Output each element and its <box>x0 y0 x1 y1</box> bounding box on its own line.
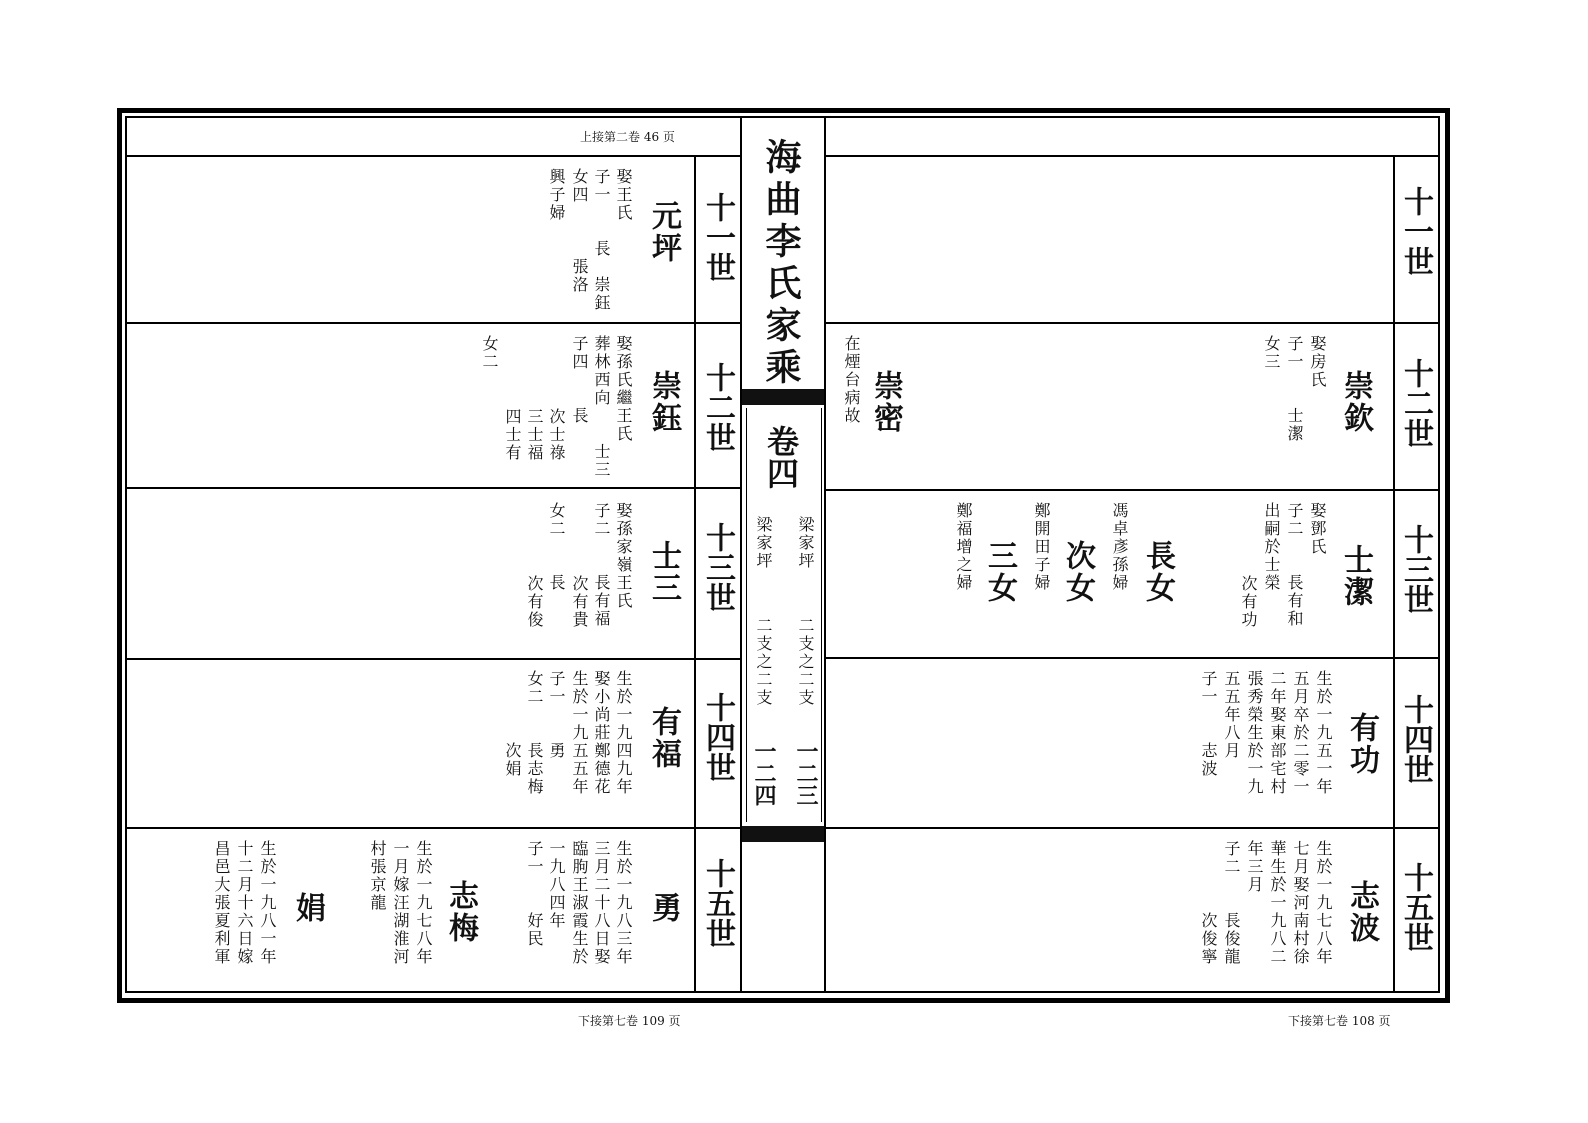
entry-text: 娶小尚莊鄭德花 <box>592 670 611 796</box>
person-name: 娟 <box>290 892 325 924</box>
entry-text: 子一 長 崇鈺 <box>592 168 611 312</box>
entry-text: 生於一九四九年 <box>614 670 633 796</box>
entry-text: 次俊寧 <box>1199 912 1218 966</box>
spine-band-top <box>742 389 824 405</box>
gen-label-left-14: 十四世 <box>700 692 735 782</box>
right-row-line <box>826 322 1438 324</box>
spine-branch-left: 梁家坪 <box>754 516 773 570</box>
entry-text: 次娟 <box>503 742 522 778</box>
entry-text: 子四 長 <box>570 335 589 425</box>
entry-text: 一月嫁汪湖淮河 <box>391 840 410 966</box>
entry-text: 娶孫家嶺王氏 <box>614 502 633 610</box>
entry-text: 生於一九五一年 <box>1314 670 1333 796</box>
gen-label-right-12: 十二世 <box>1398 358 1433 448</box>
entry-text: 次士祿 <box>547 408 566 462</box>
spine-page-right: 一二三 <box>793 740 819 806</box>
entry-text: 子二 長有和 <box>1285 502 1304 628</box>
gen-label-right-13: 十三世 <box>1398 524 1433 614</box>
connector-bottom-right: 下接第七卷 108 页 <box>1288 1014 1391 1028</box>
left-row-line <box>127 322 740 324</box>
entry-text: 二年娶東部宅村 <box>1268 670 1287 796</box>
entry-text: 女二 長志梅 <box>525 670 544 796</box>
person-name: 士三 <box>646 540 681 604</box>
entry-text: 興子婦 <box>547 168 566 222</box>
gen-label-right-11: 十一世 <box>1398 186 1433 276</box>
person-name: 崇密 <box>868 370 903 434</box>
entry-text: 年三月 <box>1245 840 1264 894</box>
entry-text: 出嗣於士榮 <box>1262 502 1281 592</box>
person-name: 元坪 <box>646 200 681 264</box>
left-row-line <box>127 658 740 660</box>
right-row-line <box>826 657 1438 659</box>
entry-text: 在煙台病故 <box>842 335 861 425</box>
right-row-line <box>826 827 1438 829</box>
person-name: 志梅 <box>443 880 478 944</box>
spine-branch-right: 梁家坪 <box>796 516 815 570</box>
entry-text: 次有貴 <box>570 575 589 629</box>
spine-left-border <box>740 116 742 993</box>
entry-text: 生於一九七八年 <box>1314 840 1333 966</box>
entry-text: 娶王氏 <box>614 168 633 222</box>
entry-text: 生於一九七八年 <box>414 840 433 966</box>
right-gen-column-border <box>1393 155 1395 993</box>
entry-text: 三士福 <box>525 408 544 462</box>
gen-label-right-15: 十五世 <box>1398 862 1433 952</box>
entry-text: 臨朐王淑霞生於 <box>570 840 589 966</box>
entry-text: 女二 <box>480 335 499 371</box>
spine-band-bottom <box>742 826 824 842</box>
spine-title: 海曲李氏家乘 <box>760 138 802 390</box>
gen-label-right-14: 十四世 <box>1398 694 1433 784</box>
spine-right-border <box>824 116 826 993</box>
entry-text: 女四 張洛 <box>570 168 589 294</box>
right-row-line <box>826 489 1438 491</box>
entry-text: 十二月十六日嫁 <box>235 840 254 966</box>
entry-text: 娶鄧氏 <box>1308 502 1327 556</box>
person-name: 勇 <box>646 892 681 924</box>
entry-text: 子二 長俊龍 <box>1222 840 1241 966</box>
entry-text: 娶房氏 <box>1308 335 1327 389</box>
entry-text: 五五年八月 <box>1222 670 1241 760</box>
person-name: 次女 <box>1060 540 1095 604</box>
entry-text: 子一 志波 <box>1199 670 1218 778</box>
entry-text: 馮卓彥孫婦 <box>1110 502 1129 592</box>
person-name: 志波 <box>1344 880 1379 944</box>
entry-text: 子二 長有福 <box>592 502 611 628</box>
person-name: 崇欽 <box>1338 370 1373 434</box>
entry-text: 三月二十八日娶 <box>592 840 611 966</box>
entry-text: 鄭福增之婦 <box>954 502 973 592</box>
gen-label-left-12: 十二世 <box>700 362 735 452</box>
entry-text: 張秀榮生於一九 <box>1245 670 1264 796</box>
person-name: 長女 <box>1140 540 1175 604</box>
right-row-line <box>826 155 1438 157</box>
entry-text: 鄭開田子婦 <box>1032 502 1051 592</box>
gen-label-left-13: 十三世 <box>700 522 735 612</box>
entry-text: 子一 士潔 <box>1285 335 1304 443</box>
entry-text: 女三 <box>1262 335 1281 371</box>
connector-top-left: 上接第二卷 46 页 <box>580 130 675 144</box>
entry-text: 生於一九五五年 <box>570 670 589 796</box>
left-row-line <box>127 827 740 829</box>
entry-text: 昌邑大張夏利軍 <box>212 840 231 966</box>
entry-text: 華生於一九八二 <box>1268 840 1287 966</box>
person-name: 有功 <box>1344 712 1379 776</box>
person-name: 崇鈺 <box>646 370 681 434</box>
person-name: 三女 <box>982 540 1017 604</box>
entry-text: 四士有 <box>503 408 522 462</box>
gen-label-left-11: 十一世 <box>700 192 735 282</box>
entry-text: 生於一九八三年 <box>614 840 633 966</box>
spine-page-left: 一二四 <box>751 740 777 806</box>
entry-text: 次有功 <box>1239 575 1258 629</box>
entry-text: 子一 好民 <box>525 840 544 948</box>
entry-text: 村張京龍 <box>368 840 387 912</box>
left-gen-column-border <box>694 155 696 993</box>
person-name: 士潔 <box>1338 544 1373 608</box>
entry-text: 五月卒於二零一 <box>1291 670 1310 796</box>
spine-sub-right: 二支之二支 <box>796 617 815 707</box>
left-row-line <box>127 155 740 157</box>
connector-bottom-left: 下接第七卷 109 页 <box>578 1014 681 1028</box>
entry-text: 一九八四年 <box>547 840 566 930</box>
entry-text: 娶孫氏繼王氏 <box>614 335 633 443</box>
left-row-line <box>127 487 740 489</box>
entry-text: 葬林西向 士三 <box>592 335 611 479</box>
person-name: 有福 <box>646 706 681 770</box>
gen-label-left-15: 十五世 <box>700 858 735 948</box>
spine-volume: 卷四 <box>762 425 800 489</box>
entry-text: 次有俊 <box>525 575 544 629</box>
spine-sub-left: 二支之二支 <box>754 617 773 707</box>
entry-text: 子一 勇 <box>547 670 566 760</box>
entry-text: 生於一九八一年 <box>258 840 277 966</box>
entry-text: 七月娶河南村徐 <box>1291 840 1310 966</box>
entry-text: 女二 長 <box>547 502 566 592</box>
